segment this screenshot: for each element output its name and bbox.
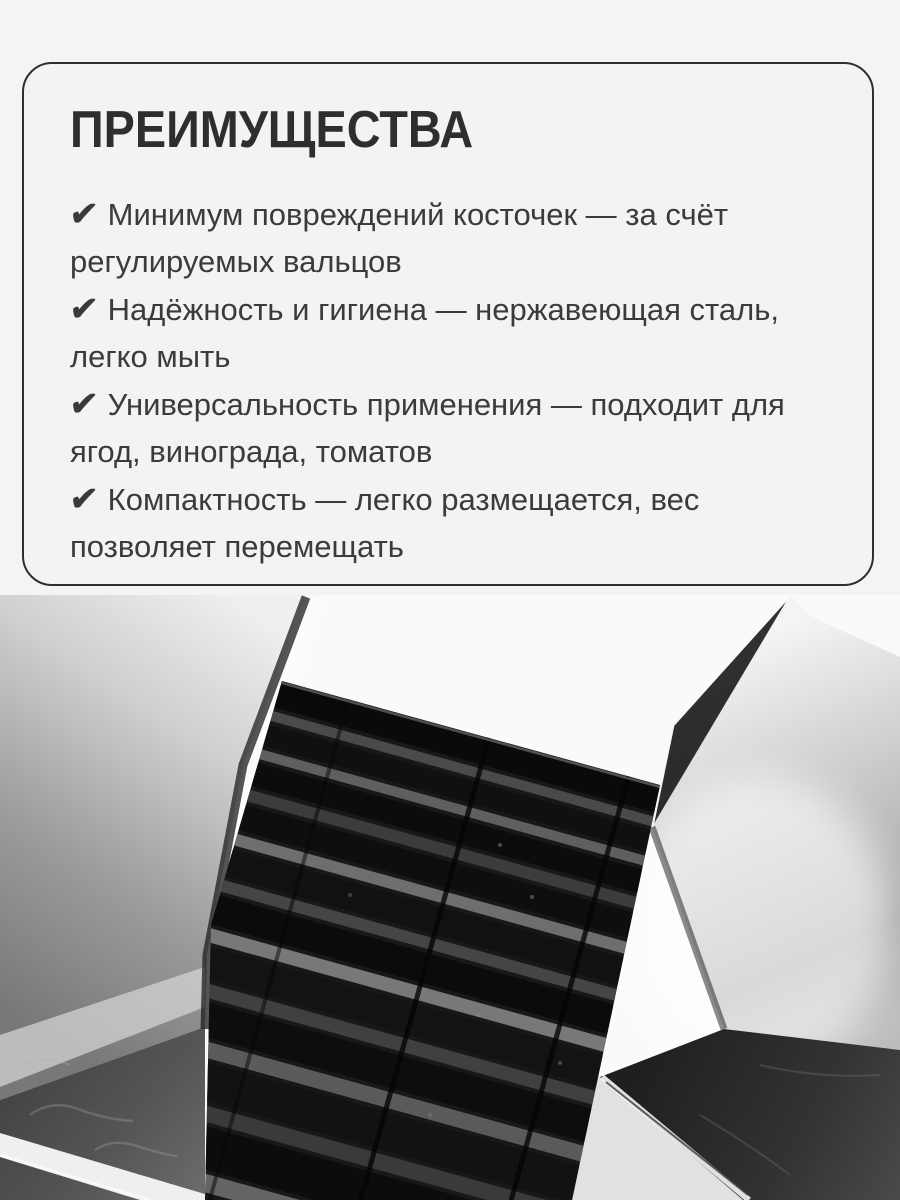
advantages-list xyxy=(70,190,834,570)
bullet-text: ягод, винограда, томатов xyxy=(70,434,433,469)
list-item xyxy=(70,475,834,570)
check-icon: ✔ xyxy=(68,385,100,422)
advantages-card xyxy=(22,62,874,586)
list-item xyxy=(70,285,834,380)
bullet-text: Надёжность и гигиена — нержавеющая сталь, xyxy=(107,292,779,327)
check-icon: ✔ xyxy=(68,290,100,327)
crusher-photo-illustration xyxy=(0,595,900,1200)
list-item xyxy=(70,190,834,285)
bullet-text: Универсальность применения — подходит для xyxy=(107,387,785,422)
list-item xyxy=(70,380,834,475)
bullet-text: позволяет перемещать xyxy=(70,529,404,564)
bullet-text: регулируемых вальцов xyxy=(70,244,402,279)
card-title: ПРЕИМУЩЕСТВА xyxy=(70,101,474,159)
product-photo xyxy=(0,595,900,1200)
bullet-text: легко мыть xyxy=(70,339,231,374)
check-icon: ✔ xyxy=(68,195,100,232)
bullet-text: Минимум повреждений косточек — за счёт xyxy=(107,197,729,232)
bullet-text: Компактность — легко размещается, вес xyxy=(107,482,700,517)
check-icon: ✔ xyxy=(68,480,100,517)
